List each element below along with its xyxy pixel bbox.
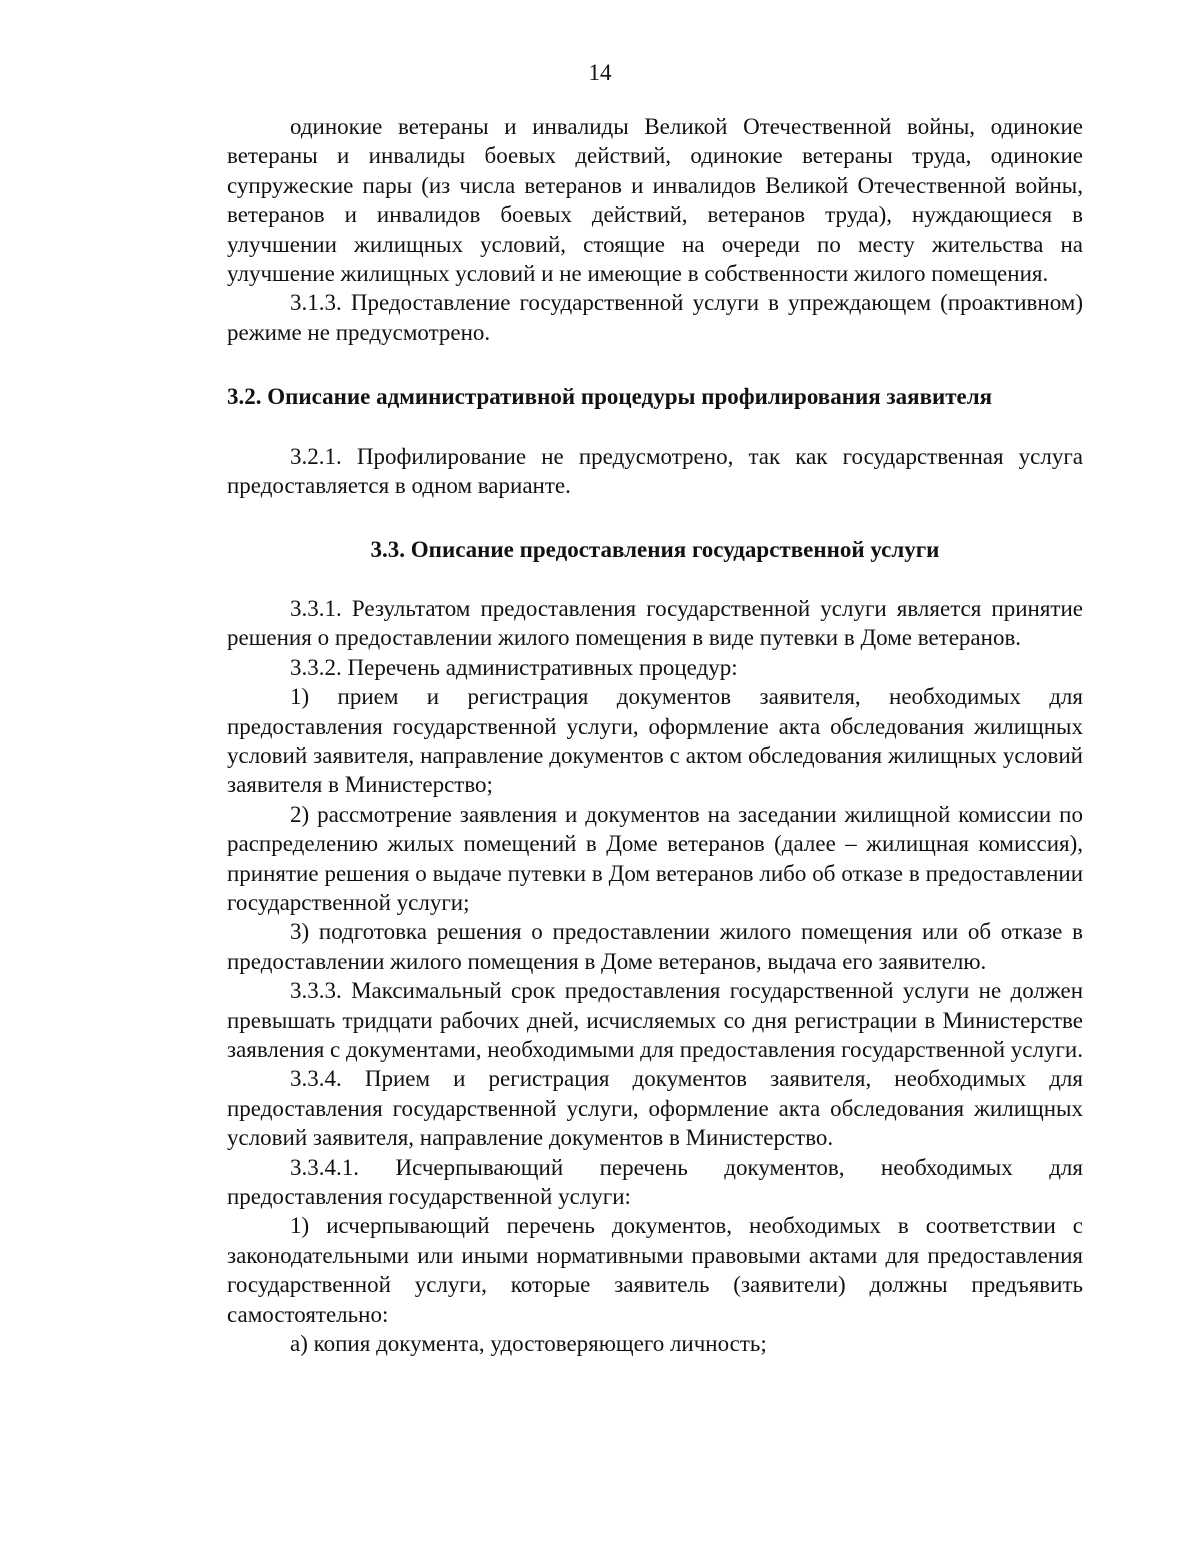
paragraph-3-3-2: 3.3.2. Перечень административных процедур: [290, 654, 738, 680]
heading-section-3-2: 3.2. Описание административной процедуры профилирования заявителя [227, 384, 993, 410]
list-item-procedure-2: 2) рассмотрение заявления и документов на заседании жилищной комиссии по распределению жилых помещений в Доме ветеранов (далее – жилищная комиссия), принятие решения о выдаче путевки в Дом ветеранов либо об отказе в предоставлении государственной услуги; [227, 801, 1083, 915]
paragraph-3-3-1: 3.3.1. Результатом предоставления государственной услуги является принятие решения о предоставлении жилого помещения в виде путевки в Доме ветеранов. [227, 595, 1083, 651]
list-item-documents-1: 1) исчерпывающий перечень документов, необходимых в соответствии с законодательными или иными нормативными правовыми актами для предоставления государственной услуги, которые заявитель (заявители) должны предъявить самостоятельно: [227, 1213, 1083, 1327]
document-body [227, 112, 1083, 1358]
paragraph-veterans-list: одинокие ветераны и инвалиды Великой Отечественной войны, одинокие ветераны и инвалиды боевых действий, одинокие ветераны труда, одинокие супружеские пары (из числа ветеранов и инвалидов Великой Отечественной войны, ветеранов и инвалидов боевых действий, ветеранов труда), нуждающиеся в улучшении жилищных условий, стоящие на очереди по месту жительства на улучшение жилищных условий и не имеющие в собственности жилого помещения. [227, 114, 1083, 287]
paragraph-3-3-4-1: 3.3.4.1. Исчерпывающий перечень документов, необходимых для предоставления государственной услуги: [227, 1154, 1083, 1209]
paragraph-3-2-1: 3.2.1. Профилирование не предусмотрено, так как государственная услуга предоставляется в одном варианте. [227, 443, 1083, 499]
list-item-procedure-1: 1) прием и регистрация документов заявителя, необходимых для предоставления государственной услуги, оформление акта обследования жилищных условий заявителя, направление документов с актом обследования жилищных условий заявителя в Министерство; [227, 684, 1083, 798]
list-item-procedure-3: 3) подготовка решения о предоставлении жилого помещения или об отказе в предоставлении жилого помещения в Доме ветеранов, выдача его заявителю. [227, 919, 1083, 974]
list-item-document-a: а) копия документа, удостоверяющего личность; [290, 1331, 767, 1357]
paragraph-3-3-4: 3.3.4. Прием и регистрация документов заявителя, необходимых для предоставления государственной услуги, оформление акта обследования жилищных условий заявителя, направление документов в Министерство. [227, 1066, 1083, 1151]
heading-section-3-3: 3.3. Описание предоставления государственной услуги [370, 537, 940, 563]
page-number: 14 [588, 60, 612, 85]
paragraph-3-1-3: 3.1.3. Предоставление государственной услуги в упреждающем (проактивном) режиме не предусмотрено. [227, 290, 1083, 345]
paragraph-3-3-3: 3.3.3. Максимальный срок предоставления государственной услуги не должен превышать тридцати рабочих дней, исчисляемых со дня регистрации в Министерстве заявления с документами, необходимыми для предоставления государственной услуги. [227, 978, 1083, 1062]
